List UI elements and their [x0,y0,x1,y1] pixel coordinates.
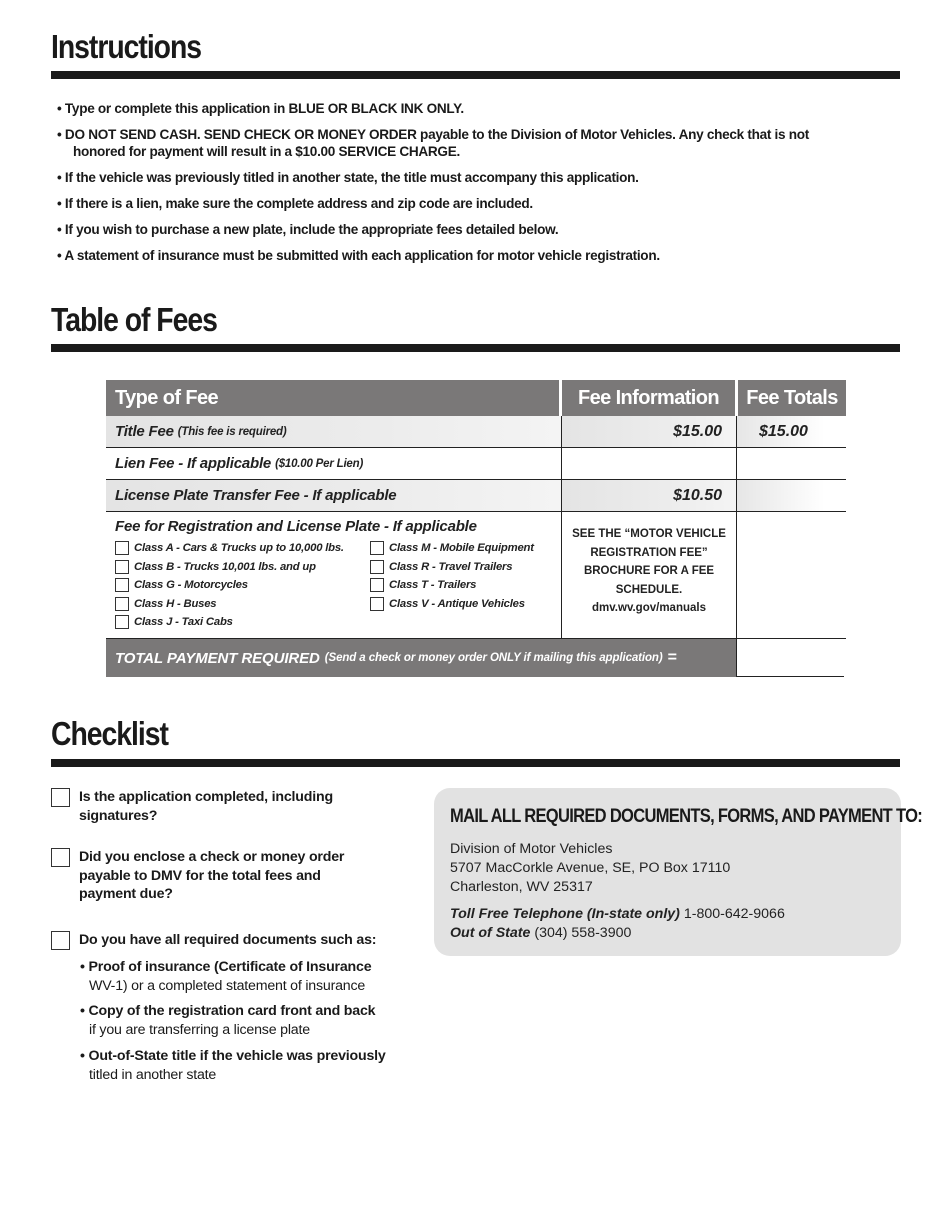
class-label: Class M - Mobile Equipment [389,542,534,555]
fee-total[interactable] [736,480,846,511]
class-column-right [370,539,534,613]
class-option[interactable] [115,576,344,595]
total-payment-field[interactable] [736,639,844,677]
checklist-item-application[interactable] [51,788,333,825]
fee-total[interactable]: $15.00 [736,416,846,447]
checklist-line: payment due? [79,886,173,902]
class-option[interactable] [370,576,534,595]
document-line: • Proof of insurance (Certificate of Insurance [80,959,372,975]
fee-info: $15.00 [561,416,736,447]
registration-info-line: SCHEDULE. [615,583,683,596]
checkbox[interactable] [115,597,129,611]
instruction-lien: • If there is a lien, make sure the complete address and zip code are included. [57,196,533,211]
class-option[interactable] [115,613,344,632]
fee-row-registration [106,512,846,639]
instructions-rule [51,71,900,79]
tollfree-phone [450,905,885,924]
checklist-line: Do you have all required documents such as: [79,932,377,948]
fee-note: ($10.00 Per Lien) [275,457,364,470]
checklist-item-text [79,788,333,825]
class-option[interactable] [115,558,344,577]
fee-info: $10.50 [561,480,736,511]
total-payment-text: TOTAL PAYMENT REQUIRED [115,649,320,667]
outstate-label: Out of State [450,925,531,941]
checkbox[interactable] [115,615,129,629]
address-line: 5707 MacCorkle Avenue, SE, PO Box 17110 [450,860,731,876]
tollfree-number: 1-800-642-9066 [679,906,785,922]
checklist-line: Did you enclose a check or money order [79,849,345,865]
fee-label [106,448,561,479]
registration-cell [106,512,561,638]
fees-rule [51,344,900,352]
class-label: Class J - Taxi Cabs [134,616,233,629]
checkbox[interactable] [370,597,384,611]
outstate-number: (304) 558-3900 [530,925,632,941]
class-option[interactable] [115,539,344,558]
checkbox[interactable] [51,931,70,950]
instruction-payment-line2: honored for payment will result in a $10.00 SERVICE CHARGE. [73,144,460,159]
fee-info [561,448,736,479]
equals-sign: = [667,649,677,666]
checklist-item-payment[interactable] [51,848,344,904]
instruction-ink: • Type or complete this application in BLUE OR BLACK INK ONLY. [57,101,464,116]
document-registration-card [80,1002,375,1039]
document-out-of-state-title [80,1047,386,1084]
instructions-list [57,100,897,273]
fee-label [106,416,561,447]
checkbox[interactable] [115,541,129,555]
document-line-cont: WV-1) or a completed statement of insurance [89,977,366,994]
class-option[interactable] [115,595,344,614]
mail-info-box [434,788,923,956]
fee-row-plate-transfer [106,480,846,512]
checklist-line: payable to DMV for the total fees and [79,867,321,884]
checklist-line: signatures? [79,807,158,824]
header-fee-information: Fee Information [562,380,735,416]
class-label: Class G - Motorcycles [134,579,248,592]
mail-heading: MAIL ALL REQUIRED DOCUMENTS, FORMS, AND PAYMENT TO: [450,806,923,827]
document-line-cont: if you are transferring a license plate [89,1021,310,1038]
document-line-cont: titled in another state [89,1066,217,1083]
instruction-plate: • If you wish to purchase a new plate, include the appropriate fees detailed below. [57,222,559,237]
class-label: Class A - Cars & Trucks up to 10,000 lbs. [134,542,344,555]
checkbox[interactable] [370,541,384,555]
address-line: Charleston, WV 25317 [450,879,593,895]
fee-label-text: License Plate Transfer Fee - If applicable [115,487,397,504]
class-column-left [115,539,344,632]
address-line: Division of Motor Vehicles [450,841,613,857]
mail-address [450,840,885,897]
checkbox[interactable] [51,788,70,807]
instruction-payment [57,126,897,160]
instruction-payment-line1: • DO NOT SEND CASH. SEND CHECK OR MONEY ORDER payable to the Division of Motor Vehicles. Any check that is not [57,127,810,142]
checklist-title: Checklist [51,715,168,752]
class-label: Class B - Trucks 10,001 lbs. and up [134,560,316,573]
total-payment-label [106,639,736,677]
instruction-insurance: • A statement of insurance must be submitted with each application for motor vehicle registration. [57,248,660,263]
registration-info-link: dmv.wv.gov/manuals [592,602,706,614]
document-line: • Out-of-State title if the vehicle was previously [80,1048,386,1064]
fee-note: (This fee is required) [177,425,287,438]
fee-total[interactable] [736,448,846,479]
registration-total[interactable] [736,512,846,638]
class-label: Class H - Buses [134,597,217,610]
registration-info-line: BROCHURE FOR A FEE [583,565,715,577]
registration-info [561,512,736,638]
class-label: Class T - Trailers [389,579,477,592]
checkbox[interactable] [115,560,129,574]
total-payment-note: (Send a check or money order ONLY if mailing this application) [324,652,663,664]
class-option[interactable] [370,558,534,577]
instructions-title: Instructions [51,28,202,65]
class-label: Class V - Antique Vehicles [389,597,525,610]
document-line: • Copy of the registration card front and back [80,1003,376,1019]
checkbox[interactable] [51,848,70,867]
fee-label-text: Lien Fee - If applicable [115,455,272,472]
checklist-line: Is the application completed, including [79,789,333,805]
fee-label-text: Title Fee [115,423,174,440]
registration-info-line: SEE THE “MOTOR VEHICLE [572,528,726,540]
mail-phones [450,905,885,943]
fee-label [106,480,561,511]
header-fee-totals: Fee Totals [738,380,846,416]
checkbox[interactable] [370,560,384,574]
checklist-rule [51,759,900,767]
instruction-title: • If the vehicle was previously titled in another state, the title must accompany this application. [57,170,639,185]
document-insurance [80,958,371,995]
tollfree-label: Toll Free Telephone (In-state only) [450,906,680,922]
registration-info-line: REGISTRATION FEE” [590,546,708,559]
checkbox[interactable] [370,578,384,592]
fees-title: Table of Fees [51,301,217,338]
class-label: Class R - Travel Trailers [389,560,513,573]
outstate-phone [450,924,885,943]
total-payment-row [106,639,846,677]
checkbox[interactable] [115,578,129,592]
header-type-of-fee: Type of Fee [106,380,559,416]
checklist-item-text [79,931,376,950]
fees-table [106,380,846,677]
checklist-item-documents[interactable] [51,931,376,950]
class-option[interactable] [370,595,534,614]
fee-row-title [106,416,846,448]
fee-row-lien [106,448,846,480]
registration-label: Fee for Registration and License Plate - If applicable [115,518,477,535]
class-option[interactable] [370,539,534,558]
fees-header-row [106,380,846,416]
checklist-item-text [79,848,344,904]
